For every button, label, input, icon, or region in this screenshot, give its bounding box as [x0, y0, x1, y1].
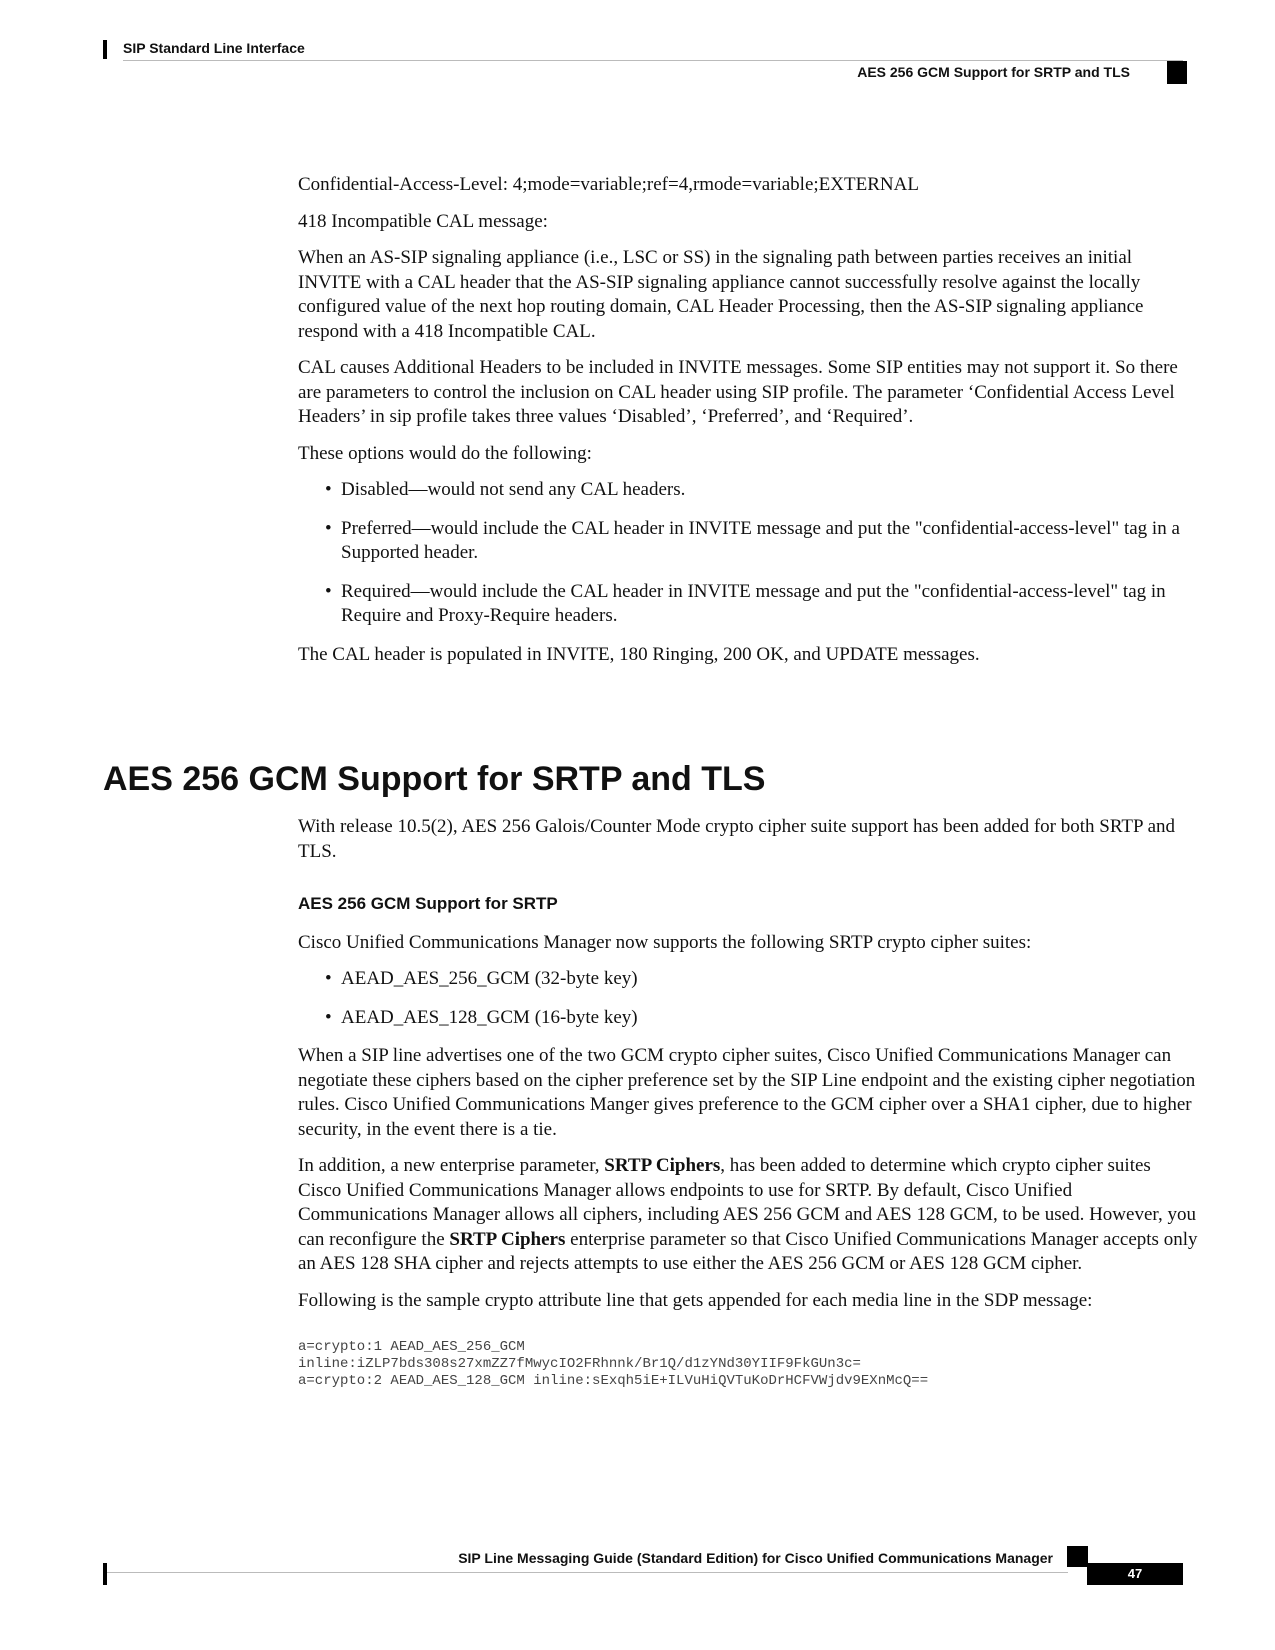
text-run: , has been added to determine which crypto cipher suites Cisco Unified Communications Manager allows endpoints to use for SRTP. By default, Cisco Unified Communications Manager allows all ciphers, including AES 256 GCM and AES 128 GCM, to be used. However, you can reconfigure the — [298, 1155, 1196, 1250]
page-number: 47 — [1087, 1563, 1183, 1585]
aes-section-content — [298, 815, 1198, 1390]
running-header-chapter: SIP Standard Line Interface — [123, 40, 305, 56]
list-item: • AEAD_AES_128_GCM (16-byte key) — [298, 1006, 1198, 1031]
incompatible-cal-label: 418 Incompatible CAL message: — [298, 210, 548, 232]
cal-content — [298, 173, 1198, 679]
options-list — [298, 478, 1198, 629]
code-sample: a=crypto:1 AEAD_AES_256_GCM inline:iZLP7bds308s27xmZZ7fMwycIO2FRhnnk/Br1Q/d1zYNd30YIIF9FkGUn3c= a=crypto:2 AEAD_AES_128_GCM inline:sExqh5iE+ILVuHiQVTuKoDrHCFVWjdv9EXnMcQ== — [298, 1339, 929, 1389]
paragraph-negotiation: When a SIP line advertises one of the two GCM crypto cipher suites, Cisco Unified Communications Manager can negotiate these ciphers based on the cipher preference set by the SIP Line endpoint and the existing cipher negotiation rules. Cisco Unified Communications Manger gives preference to the GCM cipher over a SHA1 cipher, due to higher security, in the event there is a tie. — [298, 1045, 1196, 1140]
paragraph-cal-populated: The CAL header is populated in INVITE, 180 Ringing, 200 OK, and UPDATE messages. — [298, 643, 980, 665]
list-item: • Required—would include the CAL header in INVITE message and put the "confidential-access-level" tag in Require and Proxy-Require headers. — [298, 580, 1198, 629]
header-tab-marker — [1167, 61, 1187, 84]
header-rule — [123, 60, 1183, 61]
list-item: • AEAD_AES_256_GCM (32-byte key) — [298, 967, 1198, 992]
subsection-heading: AES 256 GCM Support for SRTP — [298, 894, 558, 913]
paragraph-sample-intro: Following is the sample crypto attribute line that gets appended for each media line in the SDP message: — [298, 1289, 1093, 1311]
header-left-bar — [103, 40, 107, 59]
srtp-ciphers-term: SRTP Ciphers — [449, 1228, 566, 1250]
text-run: In addition, a new enterprise parameter, — [298, 1155, 605, 1176]
section-intro: With release 10.5(2), AES 256 Galois/Counter Mode crypto cipher suite support has been added for both SRTP and TLS. — [298, 816, 1176, 862]
cal-header-example: Confidential-Access-Level: 4;mode=variable;ref=4,rmode=variable;EXTERNAL — [298, 174, 919, 195]
footer-rule — [103, 1572, 1068, 1573]
paragraph-supported-suites: Cisco Unified Communications Manager now supports the following SRTP crypto cipher suites: — [298, 931, 1032, 953]
footer-title: SIP Line Messaging Guide (Standard Edition) for Cisco Unified Communications Manager — [458, 1550, 1053, 1566]
paragraph-as-sip: When an AS-SIP signaling appliance (i.e., LSC or SS) in the signaling path between parties receives an initial INVITE with a CAL header that the AS-SIP signaling appliance cannot successfully resolve against the locally configured value of the next hop routing domain, CAL Header Processing, then the AS-SIP signaling appliance respond with a 418 Incompatible CAL. — [298, 247, 1144, 342]
section-heading: AES 256 GCM Support for SRTP and TLS — [103, 760, 766, 798]
srtp-ciphers-term: SRTP Ciphers — [604, 1155, 721, 1176]
footer-marker — [1067, 1546, 1088, 1567]
paragraph-cal-headers: CAL causes Additional Headers to be included in INVITE messages. Some SIP entities may not support it. So there are parameters to control the inclusion on CAL header using SIP profile. The parameter ‘Confidential Access Level Headers’ in sip profile takes three values ‘Disabled’, ‘Preferred’, and ‘Required’. — [298, 357, 1178, 427]
list-item: • Preferred—would include the CAL header in INVITE message and put the "confidential-access-level" tag in a Supported header. — [298, 517, 1198, 566]
text-run: enterprise parameter so that Cisco Unified Communications Manager accepts only an AES 128 SHA cipher and rejects attempts to use either the AES 256 GCM or AES 128 GCM cipher. — [298, 1228, 1198, 1274]
cipher-suite-list — [298, 967, 1198, 1030]
footer-left-bar — [103, 1563, 107, 1585]
running-header-section: AES 256 GCM Support for SRTP and TLS — [857, 64, 1130, 80]
paragraph-srtp-ciphers — [298, 1154, 1198, 1277]
paragraph-options-intro: These options would do the following: — [298, 442, 592, 464]
list-item: • Disabled—would not send any CAL headers. — [298, 478, 1198, 503]
